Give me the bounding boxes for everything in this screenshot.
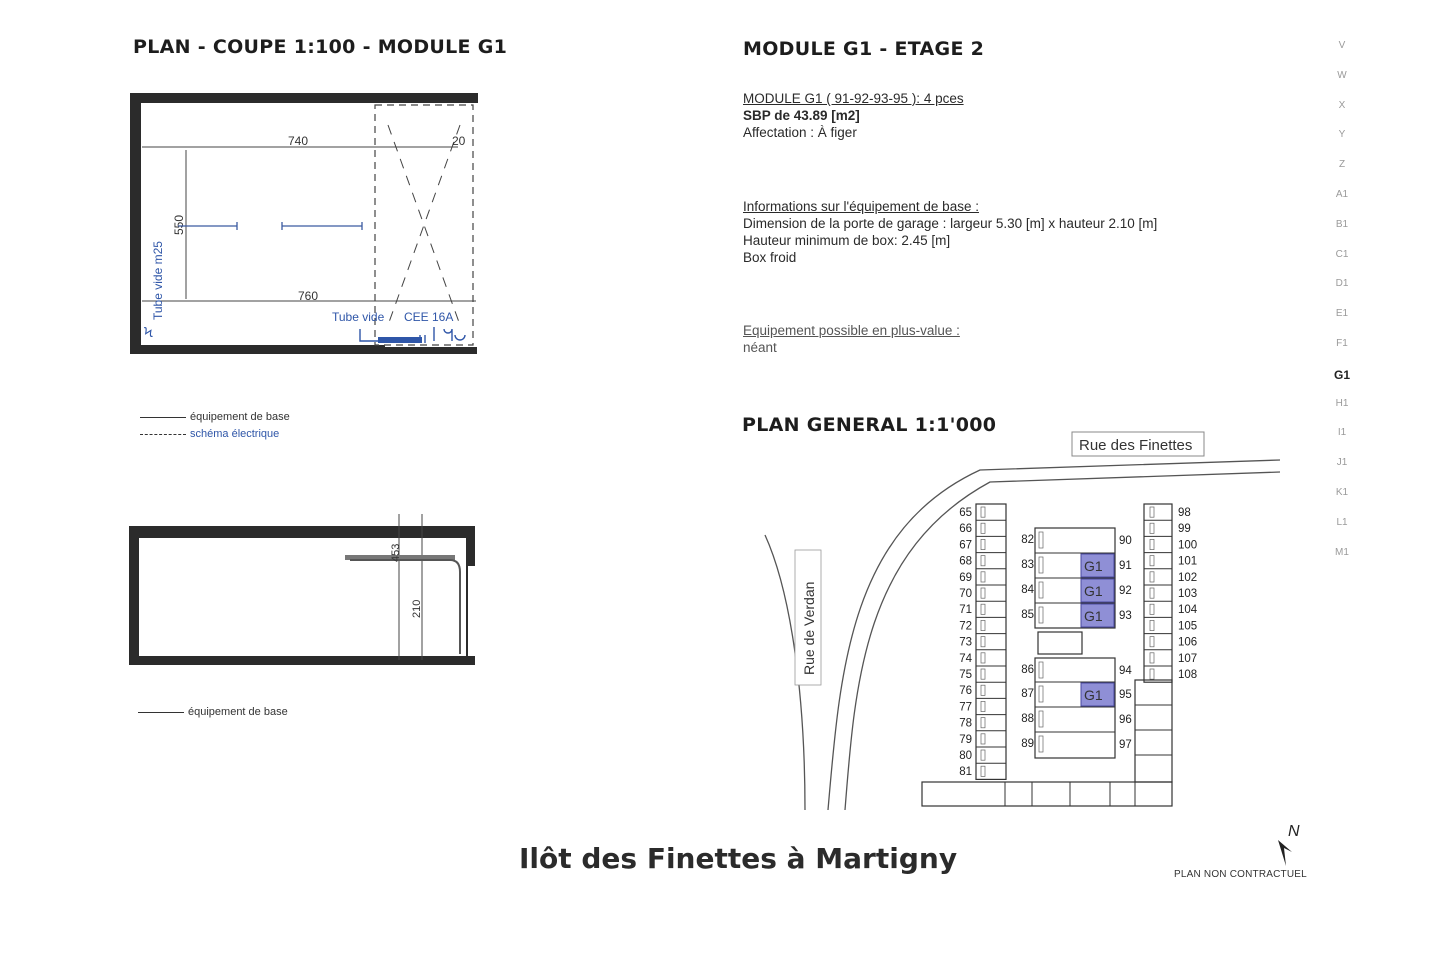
left-numbers xyxy=(959,507,972,778)
mid-left-number: 89 xyxy=(1021,738,1034,750)
north-arrow xyxy=(1262,818,1312,870)
left-stall-mark xyxy=(981,653,985,663)
right-stall-number: 104 xyxy=(1178,604,1198,617)
left-stall-mark xyxy=(981,637,985,647)
module-line-3: Affectation : À figer xyxy=(743,125,857,140)
module-title: MODULE G1 - ETAGE 2 xyxy=(743,38,985,60)
right-stall-number: 108 xyxy=(1178,669,1198,681)
dim-760: 760 xyxy=(298,289,319,303)
mid-stall-mark xyxy=(1039,686,1043,702)
left-stall-number: 74 xyxy=(959,652,972,665)
left-stall-number: 81 xyxy=(959,766,972,779)
left-parking-column xyxy=(976,504,1006,779)
side-index-item: L1 xyxy=(1336,516,1348,528)
right-numbers xyxy=(1178,507,1198,681)
side-index-item: F1 xyxy=(1336,338,1348,349)
left-stall-number: 66 xyxy=(959,523,972,536)
g1-highlights xyxy=(1081,554,1114,706)
mid-stall-mark xyxy=(1039,607,1043,623)
dim-20: 20 xyxy=(452,134,466,148)
footer-title: Ilôt des Finettes à Martigny xyxy=(519,842,958,875)
legend-base-text: équipement de base xyxy=(190,411,290,423)
plus-value-text: néant xyxy=(743,340,777,355)
legend-solid-line-2 xyxy=(138,712,184,713)
left-stall-number: 68 xyxy=(959,555,972,568)
side-index-item: V xyxy=(1338,40,1346,51)
legend-elec-text: schéma électrique xyxy=(190,428,280,440)
side-index-item: I1 xyxy=(1337,427,1347,439)
section-left xyxy=(129,526,139,664)
left-stall-mark xyxy=(981,507,985,517)
right-stall-number: 105 xyxy=(1178,620,1198,633)
tube-vide-side-label: Tube vide m25 xyxy=(151,241,165,320)
left-stall-number: 67 xyxy=(959,539,972,552)
mid-left-number: 83 xyxy=(1021,559,1034,571)
equipment-block xyxy=(743,198,1263,266)
left-stall-number: 76 xyxy=(959,685,972,698)
right-stall-number: 101 xyxy=(1178,555,1198,568)
right-stall-mark xyxy=(1150,539,1154,549)
mid-stall-mark xyxy=(1039,532,1043,548)
bottom-wall-right xyxy=(385,347,477,354)
side-index-item: D1 xyxy=(1335,278,1349,290)
right-stall-mark xyxy=(1150,507,1154,517)
right-column-frame xyxy=(1144,504,1172,682)
module-info-block xyxy=(743,90,1263,141)
right-stall-number: 106 xyxy=(1178,636,1198,649)
side-index-item: Y xyxy=(1338,129,1346,141)
section-bottom xyxy=(129,656,475,665)
mid-right-number: 94 xyxy=(1119,665,1132,677)
bottom-wall-left xyxy=(130,345,385,354)
electric-symbol-left: Ϟ xyxy=(144,324,153,340)
g1-label: G1 xyxy=(1084,687,1103,703)
cee-label: CEE 16A xyxy=(404,310,454,324)
left-stall-number: 69 xyxy=(959,571,972,584)
side-index-item: G1 xyxy=(1333,367,1350,382)
right-stall-number: 103 xyxy=(1178,588,1198,600)
plan-general-title: PLAN GENERAL 1:1'000 xyxy=(742,414,997,436)
mid-stall-mark xyxy=(1039,736,1043,752)
side-index-item: X xyxy=(1338,99,1346,111)
left-stall-mark xyxy=(981,718,985,728)
mid-block-lower xyxy=(1035,658,1115,758)
mid-stall-mark xyxy=(1039,582,1043,598)
mid-left-number: 82 xyxy=(1021,534,1034,546)
left-stall-number: 79 xyxy=(959,733,972,746)
left-stall-mark xyxy=(981,523,985,533)
north-arrow-icon xyxy=(1278,840,1292,866)
side-index-item: M1 xyxy=(1335,546,1349,558)
dim-740: 740 xyxy=(288,134,309,148)
left-stall-mark xyxy=(981,604,985,614)
mid-left-number: 88 xyxy=(1021,713,1034,725)
mid-right-number: 97 xyxy=(1119,739,1132,751)
plus-value-header: Equipement possible en plus-value : xyxy=(743,323,960,338)
mid-right-number: 95 xyxy=(1119,689,1132,701)
right-stall-number: 100 xyxy=(1178,539,1198,552)
left-stall-mark xyxy=(981,556,985,566)
left-stall-number: 77 xyxy=(959,701,972,714)
equipment-line-3: Box froid xyxy=(743,250,797,265)
right-stall-mark xyxy=(1150,523,1154,533)
mid-stall-mark xyxy=(1039,557,1043,573)
mid-right-number: 91 xyxy=(1119,560,1132,572)
left-stall-number: 65 xyxy=(959,507,972,519)
site-plan xyxy=(750,430,1300,820)
road-inner xyxy=(845,472,1280,810)
street-left-label: Rue de Verdan xyxy=(801,581,817,675)
mid-left-number: 85 xyxy=(1021,609,1034,621)
left-stall-number: 75 xyxy=(959,669,972,681)
mid-right-number: 96 xyxy=(1119,714,1132,726)
mid-left-number: 84 xyxy=(1021,584,1034,596)
side-index-item: A1 xyxy=(1335,189,1349,200)
right-stall-mark xyxy=(1150,669,1154,679)
side-index-item: K1 xyxy=(1335,487,1349,498)
left-stall-mark xyxy=(981,588,985,598)
g1-label: G1 xyxy=(1084,608,1103,624)
side-index-item: Z xyxy=(1338,159,1346,171)
left-stall-number: 78 xyxy=(959,717,972,730)
stair-core xyxy=(1038,632,1082,654)
section-drawing xyxy=(120,510,490,680)
legend-dashed-line xyxy=(140,434,186,435)
left-stall-number: 73 xyxy=(959,636,972,649)
right-stall-mark xyxy=(1150,572,1154,582)
right-stall-mark xyxy=(1150,604,1154,614)
left-wall xyxy=(130,93,141,354)
side-index-item: E1 xyxy=(1335,308,1349,320)
north-label: N xyxy=(1288,823,1300,840)
left-stall-number: 72 xyxy=(959,620,972,633)
mid-left-number: 86 xyxy=(1021,664,1034,676)
dim-550: 550 xyxy=(172,214,186,235)
mid-stall-mark xyxy=(1039,711,1043,727)
mid-right-number: 90 xyxy=(1119,535,1132,547)
mid-stall-mark xyxy=(1039,662,1043,678)
mid-right-number: 92 xyxy=(1119,585,1132,597)
left-stall-mark xyxy=(981,539,985,549)
g1-label: G1 xyxy=(1084,558,1103,574)
section-top xyxy=(129,526,475,538)
top-wall xyxy=(132,93,478,103)
mid-left-number: 87 xyxy=(1021,688,1034,700)
right-stall-number: 99 xyxy=(1178,523,1191,536)
mid-left-numbers xyxy=(1021,534,1034,750)
left-stall-mark xyxy=(981,669,985,679)
equipment-line-2: Hauteur minimum de box: 2.45 [m] xyxy=(743,233,951,248)
right-stall-mark xyxy=(1150,653,1154,663)
side-index-item: H1 xyxy=(1335,397,1349,409)
left-stall-number: 70 xyxy=(959,588,972,600)
side-index-item: C1 xyxy=(1335,248,1349,260)
g1-label: G1 xyxy=(1084,583,1103,599)
mid-right-number: 93 xyxy=(1119,610,1132,622)
equipment-header: Informations sur l'équipement de base : xyxy=(743,199,979,214)
left-stall-mark xyxy=(981,701,985,711)
right-stall-number: 102 xyxy=(1178,571,1198,584)
side-index-item: B1 xyxy=(1335,218,1349,230)
plus-value-block xyxy=(743,322,1263,356)
tube-vide-label: Tube vide xyxy=(332,310,385,324)
module-line-2: SBP de 43.89 [m2] xyxy=(743,108,860,123)
left-stall-mark xyxy=(981,620,985,630)
left-stall-mark xyxy=(981,572,985,582)
street-top-label: Rue des Finettes xyxy=(1079,437,1193,454)
legend-solid-line xyxy=(140,417,186,418)
left-column-frame xyxy=(976,504,1006,779)
disclaimer: PLAN NON CONTRACTUEL xyxy=(1174,869,1307,880)
left-stall-number: 80 xyxy=(959,750,972,762)
floor-plan-drawing xyxy=(120,85,500,375)
left-stall-mark xyxy=(981,734,985,744)
right-stall-number: 98 xyxy=(1178,507,1191,519)
dim-453: 453 xyxy=(390,543,402,562)
plan-coupe-title: PLAN - COUPE 1:100 - MODULE G1 xyxy=(133,36,508,58)
right-stall-mark xyxy=(1150,556,1154,566)
left-stall-mark xyxy=(981,766,985,776)
left-stall-mark xyxy=(981,685,985,695)
right-stall-mark xyxy=(1150,620,1154,630)
right-stall-mark xyxy=(1150,588,1154,598)
mid-right-numbers xyxy=(1119,535,1132,751)
dim-210: 210 xyxy=(411,599,423,618)
equipment-line-1: Dimension de la porte de garage : largeur 5.30 [m] x hauteur 2.10 [m] xyxy=(743,216,1158,231)
right-stall-number: 107 xyxy=(1178,652,1198,665)
left-stall-mark xyxy=(981,750,985,760)
side-index-item: W xyxy=(1337,69,1347,81)
left-stall-number: 71 xyxy=(959,604,972,617)
module-line-1: MODULE G1 ( 91-92-93-95 ): 4 pces xyxy=(743,91,964,106)
electric-box xyxy=(378,337,422,343)
right-stall-mark xyxy=(1150,637,1154,647)
right-parking-column xyxy=(1144,504,1172,682)
side-index-item: J1 xyxy=(1336,457,1348,469)
legend-base-text-2: équipement de base xyxy=(188,706,288,718)
